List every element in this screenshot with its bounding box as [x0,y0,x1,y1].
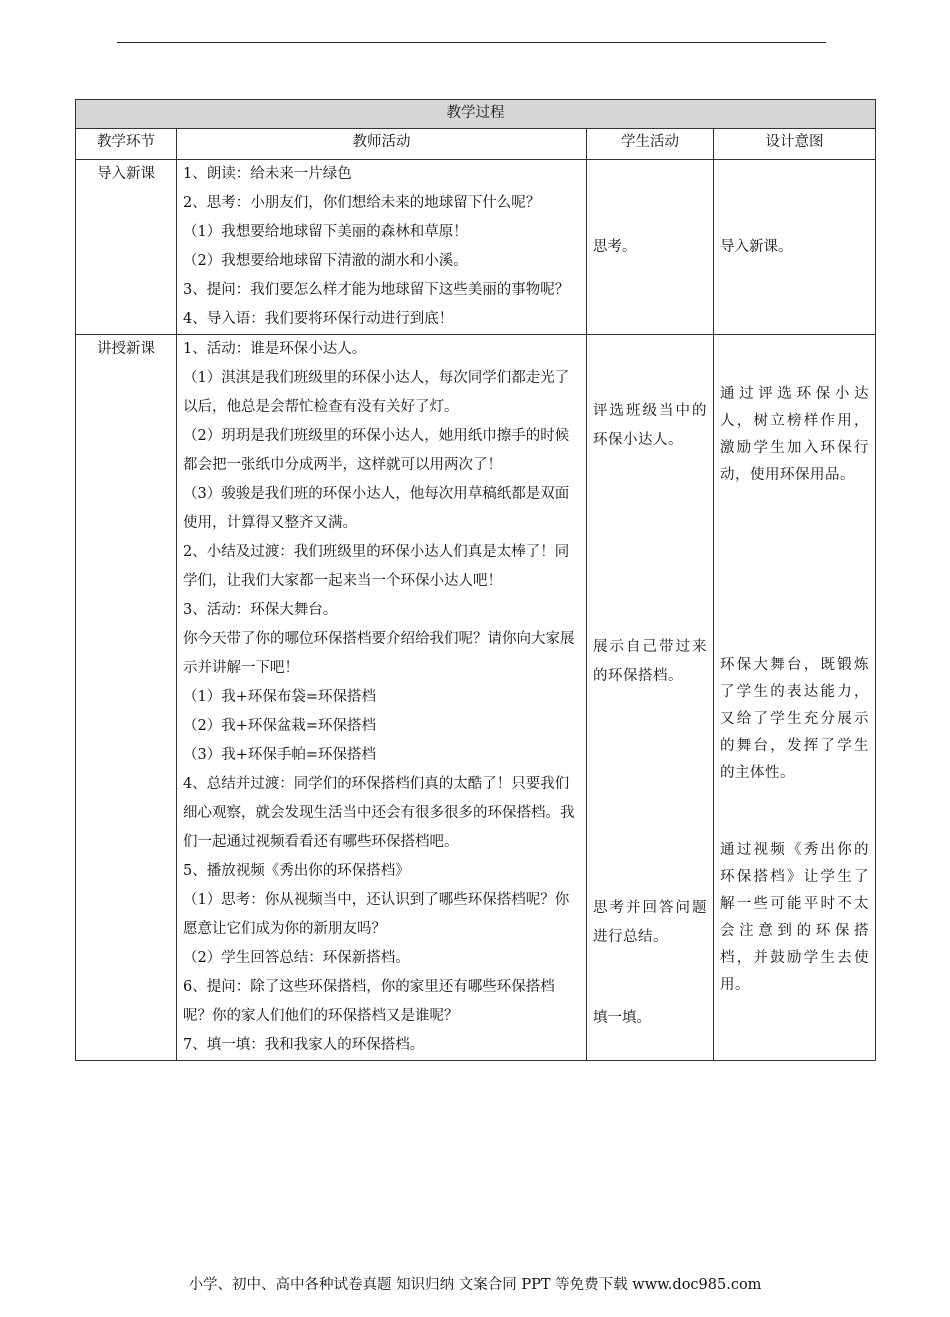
list-item: 4、导入语：我们要将环保行动进行到底！ [183,311,454,327]
list-item: （2）我想要给地球留下清澈的湖水和小溪。 [183,253,468,269]
header-rule [117,42,826,43]
design-intent-item: 通过视频《秀出你的环保搭档》让学生了解一些可能平时不太会注意到的环保搭档，并鼓励学生去使用。 [720,842,869,993]
header-student: 学生活动 [587,129,714,160]
list-item: （1）我+环保布袋=环保搭档 [183,689,377,705]
phase-cell: 讲授新课 [76,335,177,1061]
list-item: 2、小结及过渡：我们班级里的环保小达人们真是太棒了！同学们，让我们大家都一起来当一个环保小达人吧！ [183,544,570,589]
phase-cell: 导入新课 [76,160,177,335]
list-item: （3）骏骏是我们班的环保小达人，他每次用草稿纸都是双面使用，计算得又整齐又满。 [183,486,570,531]
header-teacher: 教师活动 [177,129,587,160]
table-row [76,160,876,335]
student-activity-item: 评选班级当中的环保小达人。 [593,403,707,448]
teacher-activity-cell [177,335,587,1061]
table-title: 教学过程 [76,100,876,129]
list-item: （1）思考：你从视频当中，还认识到了哪些环保搭档呢？你愿意让它们成为你的新朋友吗？ [183,892,570,937]
list-item: （1）淇淇是我们班级里的环保小达人，每次同学们都走光了以后，他总是会帮忙检查有没有关好了灯。 [183,370,570,415]
table-row [76,335,876,1061]
list-item: 你今天带了你的哪位环保搭档要介绍给我们呢？请你向大家展示并讲解一下吧！ [183,631,575,676]
list-item: 3、提问：我们要怎么样才能为地球留下这些美丽的事物呢？ [183,282,570,298]
list-item: 3、活动：环保大舞台。 [183,602,338,618]
list-item: （2）玥玥是我们班级里的环保小达人，她用纸巾擦手的时候都会把一张纸巾分成两半，这样就可以用两次了！ [183,428,570,473]
list-item: （3）我+环保手帕=环保搭档 [183,747,377,763]
design-intent-item: 环保大舞台，既锻炼了学生的表达能力，又给了学生充分展示的舞台，发挥了学生的主体性。 [720,657,869,781]
teaching-process-table [75,99,876,1061]
design-intent-cell: 导入新课。 [714,160,876,335]
design-intent-item: 通过评选环保小达人，树立榜样作用，激励学生加入环保行动，使用环保用品。 [720,386,869,483]
student-activity-item: 思考并回答问题进行总结。 [593,900,707,945]
header-phase: 教学环节 [76,129,177,160]
student-activity-cell [587,335,714,1061]
list-item: （2）学生回答总结：环保新搭档。 [183,950,410,966]
list-item: 1、活动：谁是环保小达人。 [183,341,367,357]
teacher-activity-cell [177,160,587,335]
student-activity-cell: 思考。 [587,160,714,335]
list-item: 2、思考：小朋友们，你们想给未来的地球留下什么呢？ [183,195,541,211]
header-intent: 设计意图 [714,129,876,160]
list-item: 6、提问：除了这些环保搭档，你的家里还有哪些环保搭档呢？你的家人们他们的环保搭档又是谁呢？ [183,979,555,1024]
list-item: （1）我想要给地球留下美丽的森林和草原！ [183,224,468,240]
list-item: 4、总结并过渡：同学们的环保搭档们真的太酷了！只要我们细心观察，就会发现生活当中还会有很多很多的环保搭档。我们一起通过视频看看还有哪些环保搭档吧。 [183,776,575,850]
list-item: 1、朗读：给未来一片绿色 [183,166,352,182]
list-item: （2）我+环保盆栽=环保搭档 [183,718,377,734]
list-item: 5、播放视频《秀出你的环保搭档》 [183,863,410,879]
student-activity-item: 填一填。 [593,1010,651,1026]
list-item: 7、填一填：我和我家人的环保搭档。 [183,1037,425,1053]
page-footer: 小学、初中、高中各种试卷真题 知识归纳 文案合同 PPT 等免费下载 www.doc985.com [188,1277,762,1293]
design-intent-cell [714,335,876,1061]
table-header-row [76,129,876,160]
student-activity-item: 展示自己带过来的环保搭档。 [593,639,707,684]
table-title-row [76,100,876,129]
